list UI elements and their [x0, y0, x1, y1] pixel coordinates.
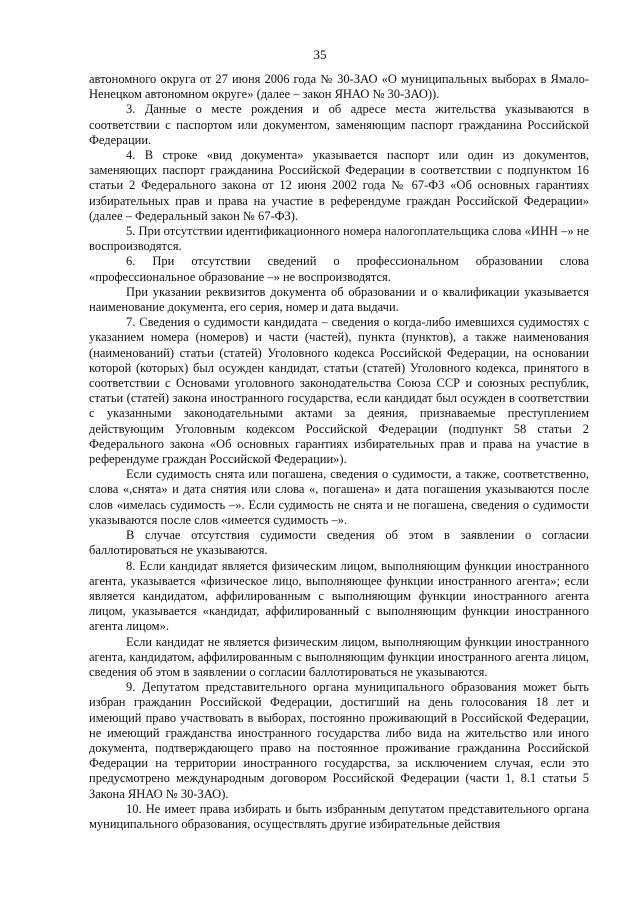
paragraph-4: 4. В строке «вид документа» указывается паспорт или один из документов, заменяющих паспорт гражданина Российской Федерации в соответствии с подпунктом 16 статьи 2 Федерального закона от 12 июня 2002 года № 67-ФЗ «Об основных гарантиях избирательных прав и права на участие в референдуме граждан Российской Федерации» (далее – Федеральный закон № 67-ФЗ). [89, 148, 589, 223]
paragraph-9: 9. Депутатом представительного органа муниципального образования может быть избран гражданин Российской Федерации, достигший на день голосования 18 лет и имеющий право участвовать в выборах, постоянно проживающий в Российской Федерации, не имеющий гражданства иностранного государства либо вида на жительство или иного документа, подтверждающего право на постоянное проживание гражданина Российской Федерации на территории иностранного государства, за исключением случая, если это предусмотрено международным договором Российской Федерации (части 1, 8.1 статьи 5 Закона ЯНАО № 30-ЗАО). [89, 680, 589, 801]
paragraph-10: 10. Не имеет права избирать и быть избранным депутатом представительного органа муниципального образования, осуществлять другие избирательные действия [89, 801, 589, 831]
page-number: 35 [313, 47, 327, 62]
document-body [89, 72, 589, 832]
paragraph-5: 5. При отсутствии идентификационного номера налогоплательщика слова «ИНН –» не воспроизводятся. [89, 224, 589, 254]
paragraph-8: 8. Если кандидат является физическим лицом, выполняющим функции иностранного агента, указывается «физическое лицо, выполняющее функции иностранного агента»; если является кандидатом, аффилированным с выполняющим функции иностранного агента лицом, указывается «кандидат, аффилированный с выполняющим функции иностранного агента лицом». [89, 558, 589, 634]
paragraph-8-not-agent: Если кандидат не является физическим лицом, выполняющим функции иностранного агента, кандидатом, аффилированным с выполняющим функции иностранного агента лицом, сведения об этом в заявлении о согласии баллотироваться не указываются. [89, 634, 589, 679]
paragraph-7-no-conviction: В случае отсутствия судимости сведения об этом в заявлении о согласии баллотироваться не указываются. [89, 528, 589, 558]
paragraph-7-removed-conviction: Если судимость снята или погашена, сведения о судимости, а также, соответственно, слова «,снята» и дата снятия или слова «, погашена» и дата погашения указываются после слов «имелась судимость –». Если судимость не снята и не погашена, сведения о судимости указываются после слов «имеется судимость –». [89, 467, 589, 527]
paragraph-continuation: автономного округа от 27 июня 2006 года № 30-ЗАО «О муниципальных выборах в Ямало-Ненецком автономном округе» (далее – закон ЯНАО № 30-ЗАО)). [89, 72, 589, 102]
paragraph-3: 3. Данные о месте рождения и об адресе места жительства указываются в соответствии с паспортом или документом, заменяющим паспорт гражданина Российской Федерации. [89, 102, 589, 147]
paragraph-7: 7. Сведения о судимости кандидата – сведения о когда-либо имевшихся судимостях с указанием номера (номеров) и части (частей), пункта (пунктов), а также наименования (наименований) статьи (статей) Уголовного кодекса Российской Федерации, на основании которой (которых) был осужден кандидат, статьи (статей) Уголовного кодекса, принятого в соответствии с Основами уголовного законодательства Союза ССР и союзных республик, статьи (статей) закона иностранного государства, если кандидат был осужден в соответствии с указанными законодательными актами за деяния, признаваемые преступлением действующим Уголовным кодексом Российской Федерации (подпункт 58 статьи 2 Федерального закона «Об основных гарантиях избирательных прав и права на участие в референдуме граждан Российской Федерации»). [89, 315, 589, 467]
paragraph-6: 6. При отсутствии сведений о профессиональном образовании слова «профессиональное образование –» не воспроизводятся. [89, 254, 589, 284]
paragraph-6-education: При указании реквизитов документа об образовании и о квалификации указывается наименование документа, его серия, номер и дата выдачи. [89, 284, 589, 315]
